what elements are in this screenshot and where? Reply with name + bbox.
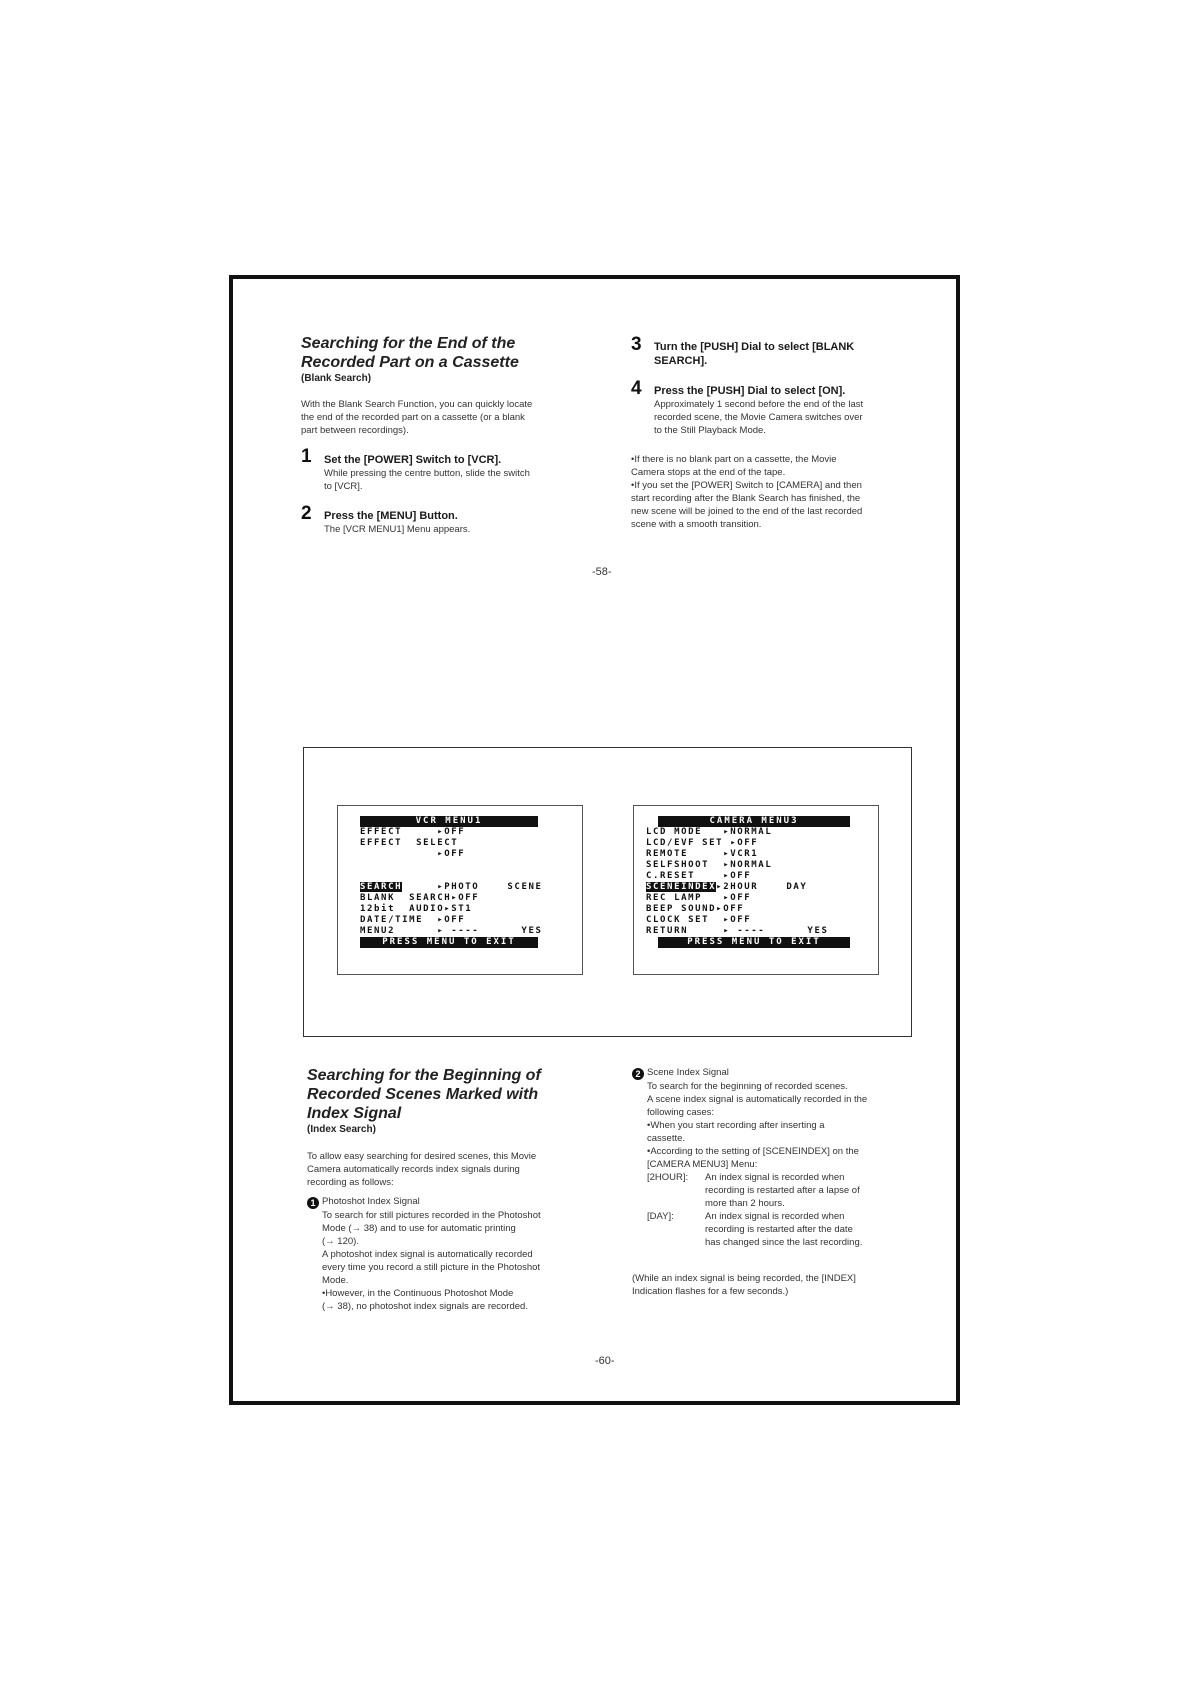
camera-menu-title: CAMERA MENU3 — [658, 816, 850, 827]
vcr-menu-title: VCR MENU1 — [360, 816, 538, 827]
vcr-menu-screen: VCR MENU1 EFFECT ▸OFF EFFECT SELECT ▸OFF SEARCH ▸PHOTO SCENE BLANK SEARCH▸OFF 12bit AUDIO▸ST1 DATE/TIME ▸OFF MENU2 ▸ ---- YES PRESS MENU TO EXIT — [337, 805, 583, 975]
number-2-icon: 2 — [632, 1068, 644, 1080]
vcr-menu-search-row: SEARCH ▸PHOTO SCENE — [360, 882, 543, 892]
step-3-number: 3 — [631, 334, 642, 355]
section1-subtitle: (Blank Search) — [301, 373, 372, 384]
camera-menu-footer: PRESS MENU TO EXIT — [658, 937, 850, 948]
step-1: Set the [POWER] Switch to [VCR]. While pressing the centre button, slide the switch to [VCR]. — [324, 454, 530, 492]
section1-intro: With the Blank Search Function, you can quickly locate the end of the recorded part on a cassette (or a blank part between recordings). — [301, 399, 533, 436]
step-3: Turn the [PUSH] Dial to select [BLANK SEARCH]. — [654, 341, 855, 367]
scene-index-signal: 2 Scene Index Signal To search for the beginning of recorded scenes. A scene index signal is automatically recorded in the following cases: •When you start recording after inserting a cassette. •According to the setting of [SCENEINDEX] on the [CAMERA MENU3] Menu: [2HOUR]: An index signal is recorded when recording is restarted after a lapse of more than 2 hours. [DAY]: An index signal is recorded when recording is restarted after the date has changed since the last recording. — [632, 1066, 932, 1249]
page-number-60: -60- — [595, 1355, 615, 1367]
step-2-number: 2 — [301, 503, 312, 524]
step-4: Press the [PUSH] Dial to select [ON]. Approximately 1 second before the end of the last recorded scene, the Movie Camera switches over to the Still Playback Mode. — [654, 385, 864, 436]
option-day: [DAY]: An index signal is recorded when recording is restarted after the date has changed since the last recording. — [647, 1211, 863, 1248]
number-1-icon: 1 — [307, 1197, 319, 1209]
camera-menu-sceneindex-row: SCENEINDEX▸2HOUR DAY — [646, 882, 808, 892]
section2-subtitle: (Index Search) — [307, 1124, 376, 1135]
section1-title: Searching for the End of the Recorded Part on a Cassette — [301, 335, 519, 371]
step-4-number: 4 — [631, 378, 642, 399]
step-1-number: 1 — [301, 446, 312, 467]
vcr-menu-footer: PRESS MENU TO EXIT — [360, 937, 538, 948]
photoshot-index-signal: 1 Photoshot Index Signal To search for still pictures recorded in the Photoshot Mode (→ 38) and to use for automatic printing (→ 120). A photoshot index signal is automatically recorded every time you record a still picture in the Photoshot Mode. •However, in the Continuous Photoshot Mode (→ 38), no photoshot index signals are recorded. — [307, 1195, 602, 1313]
section1-notes: •If there is no blank part on a cassette, the Movie Camera stops at the end of the tape. •If you set the [POWER] Switch to [CAMERA] and then start recording after the Blank Search has finished, the new scene will be joined to the end of the last recorded scene with a smooth transition. — [631, 454, 863, 530]
step-2: Press the [MENU] Button. The [VCR MENU1] Menu appears. — [324, 510, 471, 535]
page-number-58: -58- — [592, 566, 612, 578]
section2-intro: To allow easy searching for desired scenes, this Movie Camera automatically records index signals during recording as follows: — [307, 1151, 537, 1188]
index-footnote: (While an index signal is being recorded, the [INDEX] Indication flashes for a few seconds.) — [632, 1273, 856, 1297]
camera-menu-screen: CAMERA MENU3 LCD MODE ▸NORMAL LCD/EVF SET ▸OFF REMOTE ▸VCR1 SELFSHOOT ▸NORMAL C.RESET ▸OFF SCENEINDEX▸2HOUR DAY REC LAMP ▸OFF BEEP SOUND▸OFF CLOCK SET ▸OFF RETURN ▸ ---- YES PRESS MENU TO EXIT — [633, 805, 879, 975]
section2-title: Searching for the Beginning of Recorded Scenes Marked with Index Signal — [307, 1067, 541, 1122]
option-2hour: [2HOUR]: An index signal is recorded when recording is restarted after a lapse of more than 2 hours. — [647, 1172, 860, 1209]
